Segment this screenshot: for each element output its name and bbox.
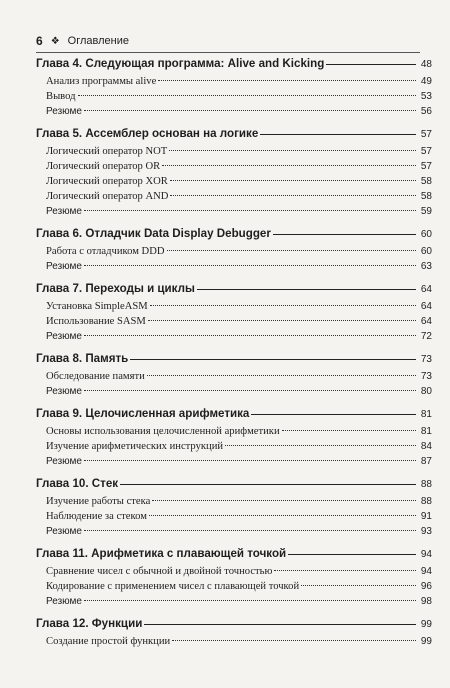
section-title: Вывод [46,91,76,102]
chapter-title: Глава 6. Отладчик Data Display Debugger [36,227,271,240]
section-title: Резюме [46,386,82,397]
toc-section-entry [36,146,432,161]
toc-section-entry [36,161,432,176]
section-title: Анализ программы alive [46,76,157,87]
chapter-title: Глава 9. Целочисленная арифметика [36,407,250,420]
chapter-title: Глава 10. Стек [36,477,119,490]
toc-section-entry [36,371,432,386]
toc-chapter [36,617,432,651]
chapter-page: 64 [420,284,432,295]
toc-section-entry [36,386,432,401]
chapter-page: 60 [420,229,432,240]
section-title: Основы использования целочисленной арифметики [46,426,280,437]
toc-section-entry [36,636,432,651]
toc-section-entry [36,191,432,206]
section-title: Изучение арифметических инструкций [46,441,224,452]
leader-line [273,234,416,235]
section-page: 49 [420,76,432,87]
section-page: 73 [420,371,432,382]
leader-dots [172,640,416,641]
leader-line [326,64,416,65]
toc-chapter-entry [36,227,432,246]
section-page: 60 [420,246,432,257]
leader-dots [147,375,416,376]
chapter-title: Глава 5. Ассемблер основан на логике [36,127,259,140]
leader-dots [84,530,416,531]
section-title: Резюме [46,596,82,607]
section-page: 72 [420,331,432,342]
section-title: Сравнение чисел с обычной и двойной точностью [46,566,273,577]
leader-dots [149,515,416,516]
leader-dots [167,250,416,251]
section-title: Резюме [46,261,82,272]
page-number: 6 [36,34,43,48]
section-title: Создание простой функции [46,636,171,647]
leader-dots [84,460,416,461]
toc-chapter [36,57,432,121]
leader-line [144,624,416,625]
section-title: Кодирование с применением чисел с плавающей точкой [46,581,300,592]
toc-section-entry [36,261,432,276]
toc-chapter-entry [36,617,432,636]
section-title: Резюме [46,526,82,537]
section-page: 91 [420,511,432,522]
table-of-contents [36,57,432,657]
leader-dots [301,585,416,586]
leader-dots [84,110,416,111]
leader-dots [150,305,416,306]
toc-chapter [36,227,432,276]
toc-chapter [36,407,432,471]
chapter-page: 48 [420,59,432,70]
section-title: Логический оператор NOT [46,146,168,157]
chapter-page: 88 [420,479,432,490]
toc-section-entry [36,316,432,331]
chapter-title: Глава 12. Функции [36,617,143,630]
leader-dots [170,195,416,196]
section-title: Резюме [46,331,82,342]
toc-chapter-entry [36,547,432,566]
chapter-page: 99 [420,619,432,630]
section-title: Резюме [46,206,82,217]
section-title: Наблюдение за стеком [46,511,147,522]
leader-dots [169,150,416,151]
toc-section-entry [36,581,432,596]
section-page: 94 [420,566,432,577]
section-page: 58 [420,191,432,202]
section-title: Изучение работы стека [46,496,151,507]
leader-dots [274,570,416,571]
section-page: 96 [420,581,432,592]
toc-section-entry [36,76,432,91]
toc-chapter-entry [36,282,432,301]
leader-dots [162,165,416,166]
chapter-page: 81 [420,409,432,420]
toc-chapter [36,547,432,611]
toc-chapter-entry [36,57,432,76]
leader-dots [84,210,416,211]
section-page: 93 [420,526,432,537]
leader-dots [152,500,416,501]
chapter-title: Глава 7. Переходы и циклы [36,282,195,295]
section-page: 57 [420,146,432,157]
toc-section-entry [36,526,432,541]
toc-section-entry [36,456,432,471]
leader-dots [225,445,416,446]
leader-dots [158,80,416,81]
leader-line [120,484,416,485]
section-page: 80 [420,386,432,397]
section-title: Установка SimpleASM [46,301,148,312]
toc-chapter-entry [36,127,432,146]
toc-section-entry [36,426,432,441]
section-page: 53 [420,91,432,102]
section-page: 56 [420,106,432,117]
section-page: 87 [420,456,432,467]
chapter-title: Глава 11. Арифметика с плавающей точкой [36,547,287,560]
section-title: Логический оператор OR [46,161,161,172]
section-title: Резюме [46,456,82,467]
toc-section-entry [36,596,432,611]
toc-section-entry [36,91,432,106]
section-page: 58 [420,176,432,187]
leader-line [197,289,416,290]
section-page: 64 [420,301,432,312]
section-page: 64 [420,316,432,327]
section-page: 84 [420,441,432,452]
toc-chapter-entry [36,407,432,426]
section-page: 98 [420,596,432,607]
leader-line [260,134,416,135]
section-title: Логический оператор XOR [46,176,168,187]
section-page: 59 [420,206,432,217]
leader-line [130,359,416,360]
section-title: Работа с отладчиком DDD [46,246,165,257]
toc-chapter [36,477,432,541]
leader-dots [84,600,416,601]
toc-chapter [36,127,432,221]
leader-dots [170,180,416,181]
chapter-title: Глава 4. Следующая программа: Alive and Kicking [36,57,325,70]
leader-line [251,414,416,415]
toc-section-entry [36,496,432,511]
toc-chapter-entry [36,352,432,371]
leader-dots [282,430,416,431]
toc-chapter [36,352,432,401]
toc-section-entry [36,206,432,221]
section-page: 88 [420,496,432,507]
toc-section-entry [36,511,432,526]
leader-dots [148,320,416,321]
toc-section-entry [36,566,432,581]
toc-chapter [36,282,432,346]
section-page: 57 [420,161,432,172]
chapter-page: 94 [420,549,432,560]
section-page: 99 [420,636,432,647]
toc-chapter-entry [36,477,432,496]
toc-section-entry [36,246,432,261]
chapter-page: 73 [420,354,432,365]
section-title: Резюме [46,106,82,117]
chapter-page: 57 [420,129,432,140]
toc-section-entry [36,441,432,456]
running-header [36,30,420,53]
toc-section-entry [36,331,432,346]
leader-dots [84,390,416,391]
running-title: Оглавление [67,35,129,47]
leader-dots [78,95,417,96]
leader-dots [84,335,416,336]
toc-section-entry [36,301,432,316]
toc-section-entry [36,106,432,121]
section-title: Использование SASM [46,316,146,327]
chapter-title: Глава 8. Память [36,352,129,365]
ornament-icon: ❖ [50,35,60,47]
leader-dots [84,265,416,266]
section-title: Логический оператор AND [46,191,169,202]
toc-section-entry [36,176,432,191]
leader-line [288,554,416,555]
section-page: 81 [420,426,432,437]
section-page: 63 [420,261,432,272]
section-title: Обследование памяти [46,371,145,382]
